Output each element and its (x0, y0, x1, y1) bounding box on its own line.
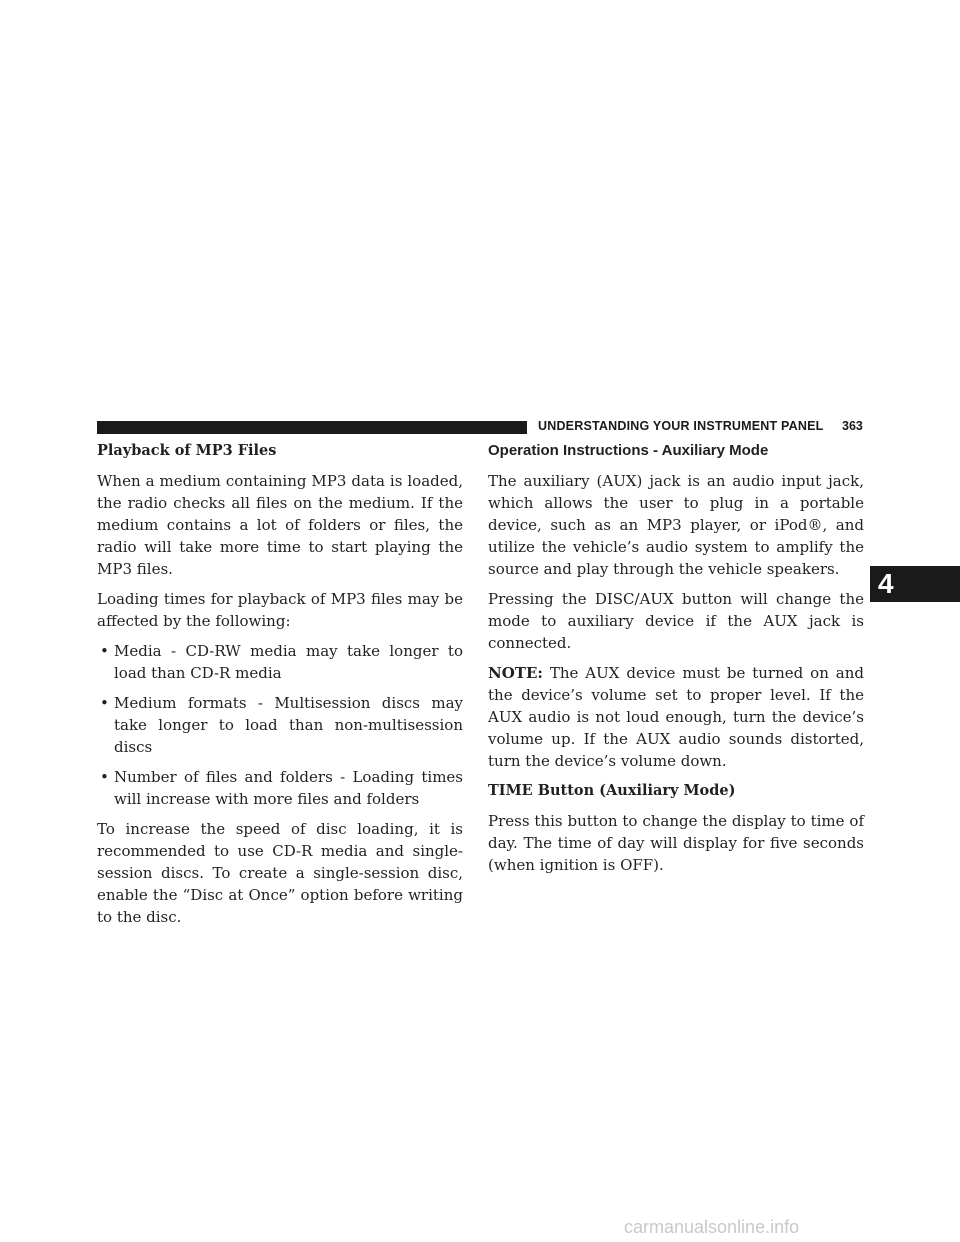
disc-aux-button-paragraph: Pressing the DISC/AUX button will change the mode to auxiliary device if the AUX jack is connected. (488, 590, 864, 652)
loading-times-paragraph: Loading times for playback of MP3 files may be affected by the following: (97, 590, 463, 630)
page-number: 363 (842, 419, 863, 433)
list-item (97, 766, 463, 810)
bullet-icon: • (100, 694, 109, 712)
chapter-tab (870, 566, 960, 602)
mp3-intro-paragraph: When a medium containing MP3 data is loaded, the radio checks all files on the medium. If the medium contains a lot of folders or files, the radio will take more time to start playing the MP3 files. (97, 472, 463, 578)
bullet-icon: • (100, 768, 109, 786)
list-item-text: Number of files and folders - Loading times will increase with more files and folders (114, 768, 463, 808)
list-item-text: Medium formats - Multisession discs may take longer to load than non-multisession discs (114, 694, 463, 756)
right-column (488, 440, 864, 884)
note-text: The AUX device must be turned on and the device’s volume set to proper level. If the AUX audio is not loud enough, turn the device’s volume up. If the AUX audio sounds distorted, turn the device’s volume down. (488, 664, 864, 770)
time-button-paragraph: Press this button to change the display to time of day. The time of day will display for five seconds (when ignition is OFF). (488, 812, 864, 874)
chapter-number: 4 (878, 568, 894, 599)
mp3-playback-heading: Playback of MP3 Files (97, 442, 277, 459)
left-column (97, 440, 463, 936)
aux-mode-heading: Operation Instructions - Auxiliary Mode (488, 442, 769, 459)
note-paragraph (488, 662, 864, 772)
list-item (97, 692, 463, 758)
aux-jack-paragraph: The auxiliary (AUX) jack is an audio input jack, which allows the user to plug in a portable device, such as an MP3 player, or iPod®, and utilize the vehicle’s audio system to amplify the source and play through the vehicle speakers. (488, 472, 864, 578)
disc-speed-paragraph: To increase the speed of disc loading, it is recommended to use CD-R media and single-session discs. To create a single-session disc, enable the “Disc at Once” option before writing to the disc. (97, 820, 463, 926)
list-item-text: Media - CD-RW media may take longer to load than CD-R media (114, 642, 463, 682)
header-rule (97, 421, 527, 434)
loading-factors-list (97, 640, 463, 810)
list-item (97, 640, 463, 684)
watermark: carmanualsonline.info (624, 1217, 800, 1237)
bullet-icon: • (100, 642, 109, 660)
section-title: UNDERSTANDING YOUR INSTRUMENT PANEL (538, 419, 824, 433)
note-label: NOTE: (488, 664, 543, 682)
time-button-heading: TIME Button (Auxiliary Mode) (488, 782, 736, 799)
